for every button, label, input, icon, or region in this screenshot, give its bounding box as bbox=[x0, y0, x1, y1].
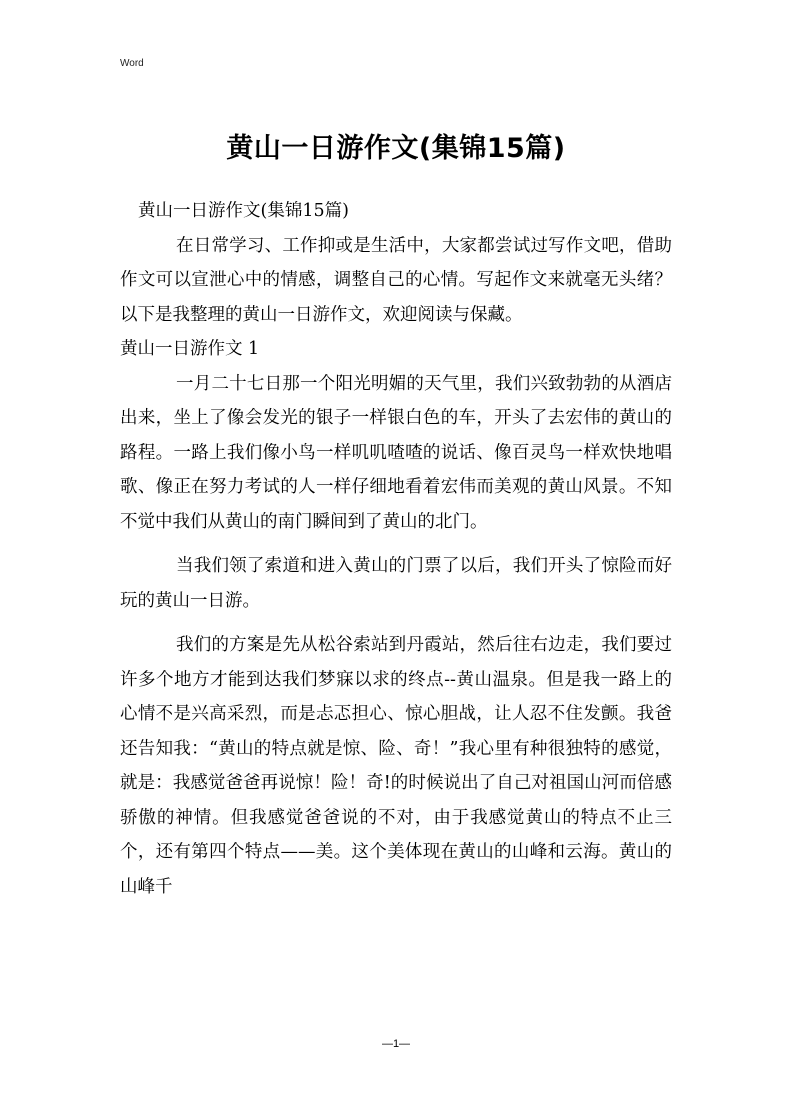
body-paragraph-3: 我们的方案是先从松谷索站到丹霞站，然后往右边走，我们要过许多个地方才能到达我们梦寐以求的终点--黄山温泉。但是我一路上的心情不是兴高采烈，而是忐忑担心、惊心胆战，让人忍不住发颤。我爸还告知我：“黄山的特点就是惊、险、奇！”我心里有种很独特的感觉，就是：我感觉爸爸再说惊！险！奇!的时候说出了自己对祖国山河而倍感骄傲的神情。但我感觉爸爸说的不对，由于我感觉黄山的特点不止三个，还有第四个特点——美。这个美体现在黄山的山峰和云海。黄山的山峰千 bbox=[120, 635, 672, 897]
header-label: Word bbox=[120, 58, 144, 69]
section-heading: 黄山一日游作文 1 bbox=[120, 339, 260, 359]
document-title: 黄山一日游作文(集锦15篇) bbox=[226, 133, 566, 164]
body-paragraph-2: 当我们领了索道和进入黄山的门票了以后，我们开头了惊险而好玩的黄山一日游。 bbox=[120, 556, 672, 611]
page-number: —1— bbox=[381, 1038, 411, 1050]
document-subtitle: 黄山一日游作文(集锦15篇) bbox=[138, 201, 349, 221]
body-paragraph-1: 一月二十七日那一个阳光明媚的天气里，我们兴致勃勃的从酒店出来，坐上了像会发光的银子一样银白色的车，开头了去宏伟的黄山的路程。一路上我们像小鸟一样叽叽喳喳的说话、像百灵鸟一样欢快地唱歌、像正在努力考试的人一样仔细地看着宏伟而美观的黄山风景。不知不觉中我们从黄山的南门瞬间到了黄山的北门。 bbox=[120, 373, 672, 532]
document-body bbox=[120, 194, 672, 904]
intro-paragraph: 在日常学习、工作抑或是生活中，大家都尝试过写作文吧，借助作文可以宣泄心中的情感，调整自己的心情。写起作文来就毫无头绪？以下是我整理的黄山一日游作文，欢迎阅读与保藏。 bbox=[120, 235, 672, 325]
